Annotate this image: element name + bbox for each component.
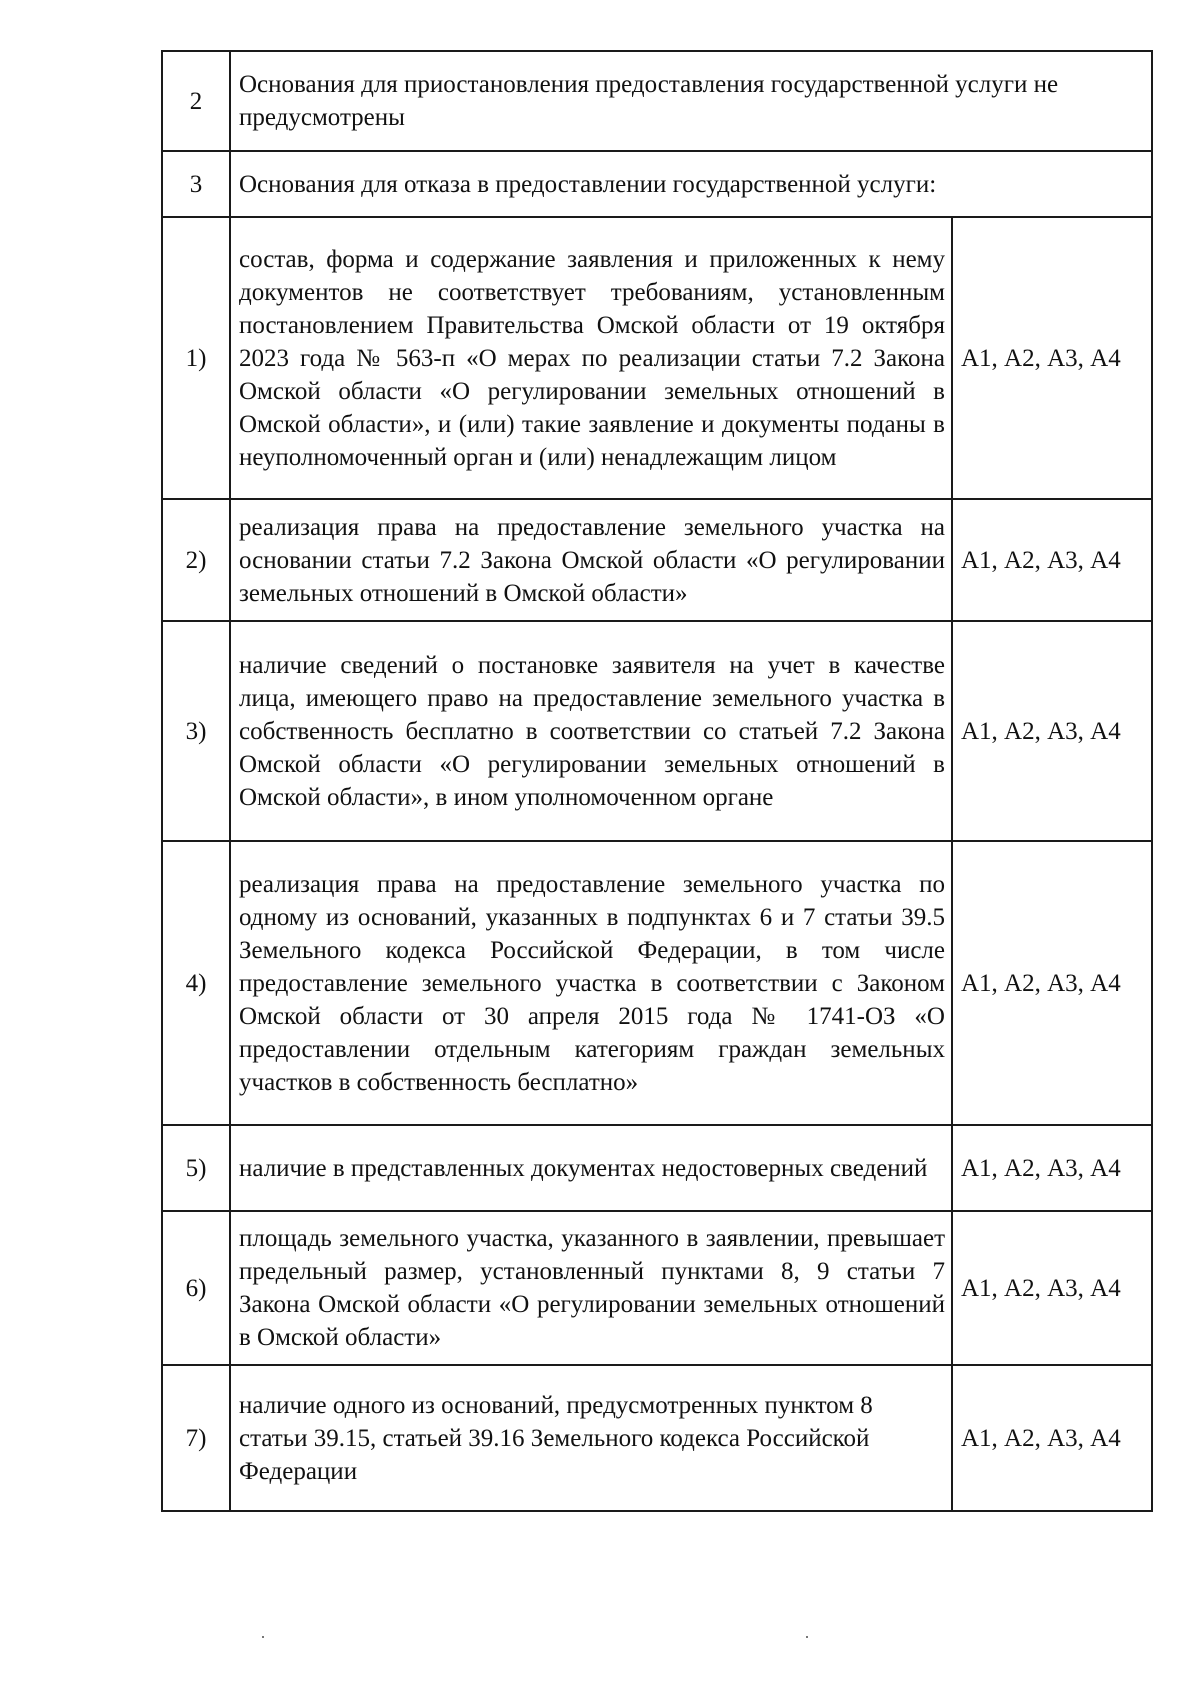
table-row bbox=[162, 621, 1152, 841]
item-number: 3) bbox=[162, 621, 230, 841]
item-codes: А1, А2, А3, А4 bbox=[952, 217, 1152, 499]
item-text: наличие сведений о постановке заявителя на учет в качестве лица, имеющего право на предоставление земельного участка в собственность бесплатно в соответствии со статьей 7.2 Закона Омской области «О регулировании земельных отношений в Омской области», в ином уполномоченном органе bbox=[230, 621, 952, 841]
item-text: состав, форма и содержание заявления и приложенных к нему документов не соответствует требованиям, установленным постановлением Правительства Омской области от 19 октября 2023 года № 563-п «О мерах по реализации статьи 7.2 Закона Омской области «О регулировании земельных отношений в Омской области», и (или) такие заявление и документы поданы в неуполномоченный орган и (или) ненадлежащим лицом bbox=[230, 217, 952, 499]
item-text: реализация права на предоставление земельного участка на основании статьи 7.2 Закона Омской области «О регулировании земельных отношений в Омской области» bbox=[230, 499, 952, 621]
item-codes: А1, А2, А3, А4 bbox=[952, 621, 1152, 841]
item-number: 2) bbox=[162, 499, 230, 621]
row-text: Основания для отказа в предоставлении государственной услуги: bbox=[230, 151, 1152, 217]
table-row bbox=[162, 1365, 1152, 1511]
item-number: 1) bbox=[162, 217, 230, 499]
table-row bbox=[162, 841, 1152, 1125]
item-number: 4) bbox=[162, 841, 230, 1125]
item-number: 6) bbox=[162, 1211, 230, 1365]
item-text: реализация права на предоставление земельного участка по одному из оснований, указанных в подпунктах 6 и 7 статьи 39.5 Земельного кодекса Российской Федерации, в том числе предоставление земельного участка в соответствии с Законом Омской области от 30 апреля 2015 года № 1741-ОЗ «О предоставлении отдельным категориям граждан земельных участков в собственность бесплатно» bbox=[230, 841, 952, 1125]
item-text: площадь земельного участка, указанного в заявлении, превышает предельный размер, установленный пунктами 8, 9 статьи 7 Закона Омской области «О регулировании земельных отношений в Омской области» bbox=[230, 1211, 952, 1365]
item-codes: А1, А2, А3, А4 bbox=[952, 499, 1152, 621]
item-number: 5) bbox=[162, 1125, 230, 1211]
item-codes: А1, А2, А3, А4 bbox=[952, 1211, 1152, 1365]
item-codes: А1, А2, А3, А4 bbox=[952, 841, 1152, 1125]
scan-speck bbox=[806, 1636, 808, 1638]
item-codes: А1, А2, А3, А4 bbox=[952, 1125, 1152, 1211]
row-number: 2 bbox=[162, 51, 230, 151]
grounds-table bbox=[161, 50, 1153, 1512]
row-text: Основания для приостановления предоставления государственной услуги не предусмотрены bbox=[230, 51, 1152, 151]
table-row bbox=[162, 217, 1152, 499]
table-row bbox=[162, 1211, 1152, 1365]
table-row bbox=[162, 151, 1152, 217]
item-text: наличие одного из оснований, предусмотренных пунктом 8 статьи 39.15, статьей 39.16 Земельного кодекса Российской Федерации bbox=[230, 1365, 952, 1511]
item-text: наличие в представленных документах недостоверных сведений bbox=[230, 1125, 952, 1211]
table-row bbox=[162, 1125, 1152, 1211]
scan-speck bbox=[262, 1636, 264, 1638]
row-number: 3 bbox=[162, 151, 230, 217]
item-codes: А1, А2, А3, А4 bbox=[952, 1365, 1152, 1511]
item-number: 7) bbox=[162, 1365, 230, 1511]
table-row bbox=[162, 51, 1152, 151]
table-row bbox=[162, 499, 1152, 621]
